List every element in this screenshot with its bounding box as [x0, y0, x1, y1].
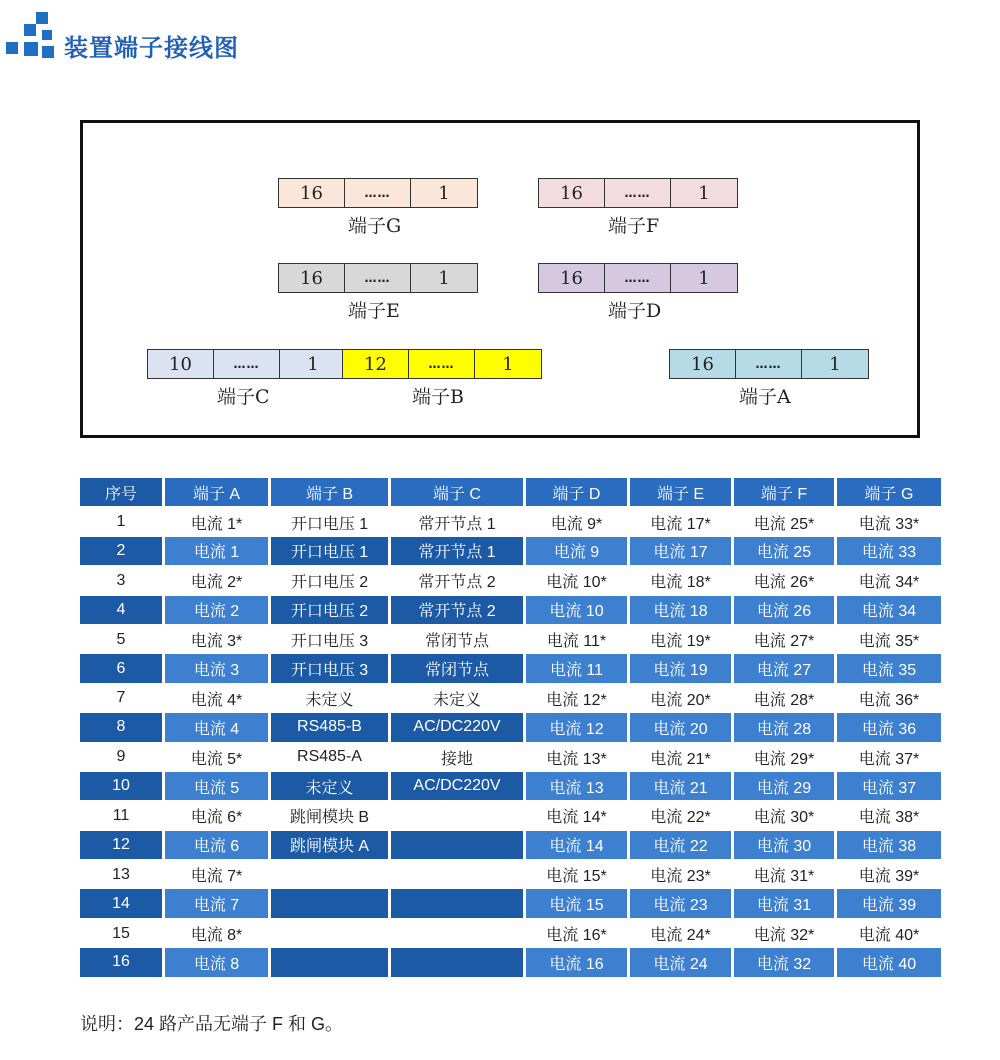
table-cell: 电流 23* [630, 860, 731, 889]
table-cell: 开口电压 1 [271, 537, 388, 566]
header-cell: 端子 A [165, 478, 268, 507]
table-cell: 电流 5* [165, 743, 268, 772]
table-cell: 电流 22* [630, 801, 731, 830]
table-cell: 电流 25 [734, 537, 834, 566]
table-cell: 开口电压 3 [271, 625, 388, 654]
header-cell: 端子 G [837, 478, 941, 507]
terminal-f-left: 16 [539, 179, 605, 207]
header-cell: 端子 C [391, 478, 523, 507]
table-cell: 电流 33* [837, 507, 941, 536]
terminal-a-right: 1 [829, 353, 841, 375]
terminal-b-left: 12 [343, 350, 409, 378]
table-row [80, 537, 941, 566]
table-cell: 电流 18 [630, 596, 731, 625]
table-cell: 电流 36 [837, 713, 941, 742]
table-cell: 电流 5 [165, 772, 268, 801]
table-cell: 电流 22 [630, 831, 731, 860]
terminal-b-label: 端子B [412, 386, 464, 408]
table-header-row [80, 478, 941, 507]
terminal-g-label: 端子G [348, 215, 402, 237]
header-cell: 端子 F [734, 478, 834, 507]
terminal-e-left: 16 [279, 264, 345, 292]
footnote: 说明：24 路产品无端子 F 和 G。 [80, 1014, 344, 1034]
table-cell [391, 801, 523, 830]
table-cell: 电流 15 [526, 889, 627, 918]
table-cell: 电流 10 [526, 596, 627, 625]
table-cell: 电流 1* [165, 507, 268, 536]
table-cell: 常闭节点 [391, 625, 523, 654]
table-cell: 电流 35 [837, 654, 941, 683]
table-cell: 电流 6* [165, 801, 268, 830]
terminal-wiring-diagram [80, 120, 920, 438]
table-cell: 电流 14* [526, 801, 627, 830]
table-cell: 电流 38* [837, 801, 941, 830]
table-cell: 电流 18* [630, 566, 731, 595]
terminal-g-left: 16 [279, 179, 345, 207]
header-cell: 端子 B [271, 478, 388, 507]
table-cell: 1 [80, 507, 162, 536]
table-body [80, 507, 941, 977]
table-cell: 电流 28 [734, 713, 834, 742]
terminal-b-middle: …… [409, 350, 475, 378]
terminal-a-block [669, 349, 869, 379]
table-cell: 电流 31* [734, 860, 834, 889]
table-cell: 15 [80, 919, 162, 948]
table-cell: 电流 8* [165, 919, 268, 948]
table-cell: 电流 16* [526, 919, 627, 948]
table-cell: 电流 25* [734, 507, 834, 536]
table-cell: 电流 21 [630, 772, 731, 801]
table-row [80, 625, 941, 654]
table-cell: 电流 9 [526, 537, 627, 566]
table-cell: RS485-B [271, 713, 388, 742]
table-cell: 电流 7* [165, 860, 268, 889]
table-cell: 电流 9* [526, 507, 627, 536]
table-row [80, 684, 941, 713]
table-cell: 开口电压 2 [271, 596, 388, 625]
table-cell: 电流 14 [526, 831, 627, 860]
table-row [80, 566, 941, 595]
table-cell: 电流 34 [837, 596, 941, 625]
table-cell: 9 [80, 743, 162, 772]
table-cell: AC/DC220V [391, 772, 523, 801]
table-row [80, 654, 941, 683]
table-cell: 跳闸模块 A [271, 831, 388, 860]
table-cell: 开口电压 1 [271, 507, 388, 536]
table-row [80, 860, 941, 889]
table-cell: 电流 26* [734, 566, 834, 595]
table-cell [391, 889, 523, 918]
table-cell: 2 [80, 537, 162, 566]
table-cell [391, 919, 523, 948]
table-cell: RS485-A [271, 743, 388, 772]
table-cell: 电流 11* [526, 625, 627, 654]
table-cell: 电流 6 [165, 831, 268, 860]
table-cell [271, 919, 388, 948]
header-cell: 端子 E [630, 478, 731, 507]
table-cell [391, 831, 523, 860]
table-cell: 电流 1 [165, 537, 268, 566]
header-cell: 序号 [80, 478, 162, 507]
table-row [80, 889, 941, 918]
table-row [80, 772, 941, 801]
terminal-c-middle: …… [214, 350, 280, 378]
table-cell: 电流 19* [630, 625, 731, 654]
table-cell: AC/DC220V [391, 713, 523, 742]
terminal-a-label: 端子A [739, 386, 791, 408]
table-cell [391, 948, 523, 977]
terminal-e-right: 1 [438, 267, 450, 289]
table-cell: 电流 26 [734, 596, 834, 625]
table-cell: 电流 37* [837, 743, 941, 772]
terminal-assignment-table [77, 478, 944, 978]
table-cell: 未定义 [271, 684, 388, 713]
terminal-c-block [147, 349, 347, 379]
table-cell: 电流 12 [526, 713, 627, 742]
table-cell: 11 [80, 801, 162, 830]
table-cell: 电流 32 [734, 948, 834, 977]
table-cell: 电流 28* [734, 684, 834, 713]
table-cell: 常闭节点 [391, 654, 523, 683]
table-cell [271, 889, 388, 918]
terminal-f-right: 1 [698, 182, 710, 204]
table-cell: 电流 4 [165, 713, 268, 742]
table-cell: 电流 13* [526, 743, 627, 772]
blue-square-grid-logo [6, 12, 56, 60]
terminal-c-left: 10 [148, 350, 214, 378]
table-cell: 常开节点 2 [391, 596, 523, 625]
table-cell: 电流 2 [165, 596, 268, 625]
terminal-e-block [278, 263, 478, 293]
table-cell: 电流 4* [165, 684, 268, 713]
table-cell: 常开节点 1 [391, 537, 523, 566]
table-cell: 开口电压 3 [271, 654, 388, 683]
table-row [80, 919, 941, 948]
table-cell: 电流 7 [165, 889, 268, 918]
terminal-e-middle: …… [345, 264, 411, 292]
table-cell: 电流 38 [837, 831, 941, 860]
table-cell: 跳闸模块 B [271, 801, 388, 830]
table-cell: 电流 29* [734, 743, 834, 772]
table-cell: 常开节点 1 [391, 507, 523, 536]
table-cell: 未定义 [271, 772, 388, 801]
header-cell: 端子 D [526, 478, 627, 507]
page-title: 装置端子接线图 [64, 34, 239, 62]
table-cell: 8 [80, 713, 162, 742]
table-cell: 电流 20* [630, 684, 731, 713]
table-cell: 电流 2* [165, 566, 268, 595]
table-cell: 5 [80, 625, 162, 654]
table-cell: 电流 33 [837, 537, 941, 566]
table-row [80, 801, 941, 830]
terminal-c-right: 1 [307, 353, 319, 375]
table-cell: 电流 3* [165, 625, 268, 654]
table-cell: 电流 30 [734, 831, 834, 860]
terminal-g-block [278, 178, 478, 208]
table-cell: 电流 17 [630, 537, 731, 566]
table-cell: 13 [80, 860, 162, 889]
table-cell: 7 [80, 684, 162, 713]
table-cell: 电流 30* [734, 801, 834, 830]
table-cell: 电流 34* [837, 566, 941, 595]
table-cell: 14 [80, 889, 162, 918]
table-cell: 电流 24 [630, 948, 731, 977]
table-cell: 电流 35* [837, 625, 941, 654]
table-row [80, 713, 941, 742]
terminal-d-label: 端子D [608, 300, 662, 322]
table-cell: 电流 13 [526, 772, 627, 801]
table-cell: 电流 23 [630, 889, 731, 918]
terminal-f-block [538, 178, 738, 208]
terminal-d-block [538, 263, 738, 293]
table-cell: 电流 11 [526, 654, 627, 683]
table-cell: 开口电压 2 [271, 566, 388, 595]
table-cell: 接地 [391, 743, 523, 772]
table-row [80, 948, 941, 977]
table-cell: 电流 37 [837, 772, 941, 801]
table-cell: 电流 20 [630, 713, 731, 742]
terminal-b-right: 1 [502, 353, 514, 375]
table-row [80, 743, 941, 772]
terminal-g-right: 1 [438, 182, 450, 204]
table-cell [391, 860, 523, 889]
terminal-e-label: 端子E [348, 300, 400, 322]
table-cell [271, 860, 388, 889]
terminal-table-container [80, 478, 932, 978]
table-cell: 6 [80, 654, 162, 683]
table-cell: 4 [80, 596, 162, 625]
table-cell: 电流 10* [526, 566, 627, 595]
terminal-b-block [342, 349, 542, 379]
table-cell: 电流 3 [165, 654, 268, 683]
table-cell: 16 [80, 948, 162, 977]
table-cell: 电流 24* [630, 919, 731, 948]
terminal-f-label: 端子F [608, 215, 660, 237]
terminal-d-right: 1 [698, 267, 710, 289]
table-cell: 电流 40* [837, 919, 941, 948]
table-cell: 电流 16 [526, 948, 627, 977]
terminal-c-label: 端子C [217, 386, 270, 408]
terminal-f-middle: …… [605, 179, 671, 207]
table-cell: 电流 21* [630, 743, 731, 772]
table-cell: 未定义 [391, 684, 523, 713]
table-cell: 电流 29 [734, 772, 834, 801]
table-cell: 电流 36* [837, 684, 941, 713]
table-cell: 电流 40 [837, 948, 941, 977]
table-cell: 常开节点 2 [391, 566, 523, 595]
table-row [80, 507, 941, 536]
table-row [80, 596, 941, 625]
table-cell: 电流 12* [526, 684, 627, 713]
terminal-a-middle: …… [736, 350, 802, 378]
table-cell: 电流 27* [734, 625, 834, 654]
table-cell: 12 [80, 831, 162, 860]
table-row [80, 831, 941, 860]
table-cell: 电流 27 [734, 654, 834, 683]
terminal-g-middle: …… [345, 179, 411, 207]
table-cell [271, 948, 388, 977]
terminal-a-left: 16 [670, 350, 736, 378]
terminal-d-left: 16 [539, 264, 605, 292]
table-cell: 电流 15* [526, 860, 627, 889]
table-cell: 电流 19 [630, 654, 731, 683]
table-cell: 电流 39* [837, 860, 941, 889]
terminal-d-middle: …… [605, 264, 671, 292]
table-cell: 电流 39 [837, 889, 941, 918]
table-cell: 电流 32* [734, 919, 834, 948]
table-cell: 电流 17* [630, 507, 731, 536]
table-cell: 电流 8 [165, 948, 268, 977]
table-cell: 电流 31 [734, 889, 834, 918]
table-cell: 10 [80, 772, 162, 801]
table-cell: 3 [80, 566, 162, 595]
